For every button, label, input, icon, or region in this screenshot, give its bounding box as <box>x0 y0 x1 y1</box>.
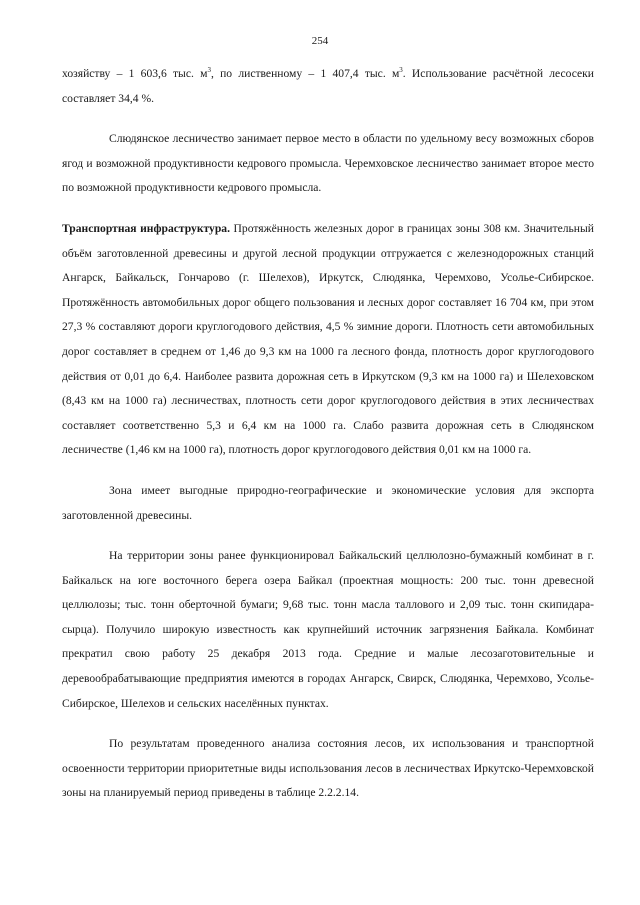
paragraph-export: Зона имеет выгодные природно-географические и экономические условия для экспорта заготовленной древесины. <box>62 483 594 522</box>
paragraph-sludyanka: Слюдянское лесничество занимает первое место в области по удельному весу возможных сборов ягод и возможной продуктивности кедрового промысла. Черемховское лесничество занимает второе место по возможной продуктивности кедрового промысла. <box>62 132 594 195</box>
volume-text-part3: . Использование расчётной лесосеки составляет 34,4 %. <box>62 67 594 105</box>
paragraph-volume-stats <box>62 62 594 111</box>
paragraph-transport <box>62 217 594 463</box>
volume-text-part2: , по лиственному – 1 407,4 тыс. м <box>210 67 400 80</box>
transport-heading: Транспортная инфраструктура. <box>62 221 230 235</box>
paragraph-baikal-plant: На территории зоны ранее функционировал Байкальский целлюлозно-бумажный комбинат в г. Байкальск на юге восточного берега озера Байкал (проектная мощность: 200 тыс. тонн древесной целлюлозы; тыс. тонн оберточной бумаги; 9,68 тыс. тонн масла таллового и 2,09 тыс. тонн скипидара-сырца). Получило широкую известность как крупнейший источник загрязнения Байкала. Комбинат прекратил свою работу 25 декабря 2013 года. Средние и малые лесозаготовительные и деревообрабатывающие предприятия имеются в городах Ангарск, Свирск, Слюдянка, Черемхово, Усолье-Сибирское, Шелехов и сельских населённых пунктах. <box>62 549 594 710</box>
page-number: 254 <box>311 35 329 47</box>
volume-text-part1: хозяйству – 1 603,6 тыс. м <box>62 67 208 80</box>
superscript-cubic: 3 <box>399 66 403 75</box>
transport-text: Протяжённость железных дорог в границах зоны 308 км. Значительный объём заготовленной древесины и другой лесной продукции отгружается с железнодорожных станций Ангарск, Байкальск, Гончарово (г. Шелехов), Иркутск, Слюдянка, Черемхово, Усолье-Сибирское. Протяжённость автомобильных дорог общего пользования и лесных дорог составляет 16 704 км, при этом 27,3 % составляют дороги круглогодового действия, 4,5 % зимние дороги. Плотность сети автомобильных дорог составляет в среднем от 1,46 до 9,3 км на 1000 га лесного фонда, плотность дорог круглогодового действия от 0,01 до 6,4. Наиболее развита дорожная сеть в Иркутском (9,3 км на 1000 га) и Шелеховском (8,43 км на 1000 га) лесничествах, плотность сети дорог круглогодового действия в этих лесничествах составляет соответственно 5,3 и 6,4 км на 1000 га. Слабо развита дорожная сеть в Слюдянском лесничестве (1,46 км на 1000 га), плотность дорог круглогодового действия 0,01 км на 1000 га. <box>62 221 594 457</box>
paragraph-conclusion: По результатам проведенного анализа состояния лесов, их использования и транспортной освоенности территории приоритетные виды использования лесов в лесничествах Иркутско-Черемховской зоны на планируемый период приведены в таблице 2.2.2.14. <box>62 737 594 800</box>
document-body <box>62 62 594 806</box>
superscript-cubic: 3 <box>207 66 211 75</box>
